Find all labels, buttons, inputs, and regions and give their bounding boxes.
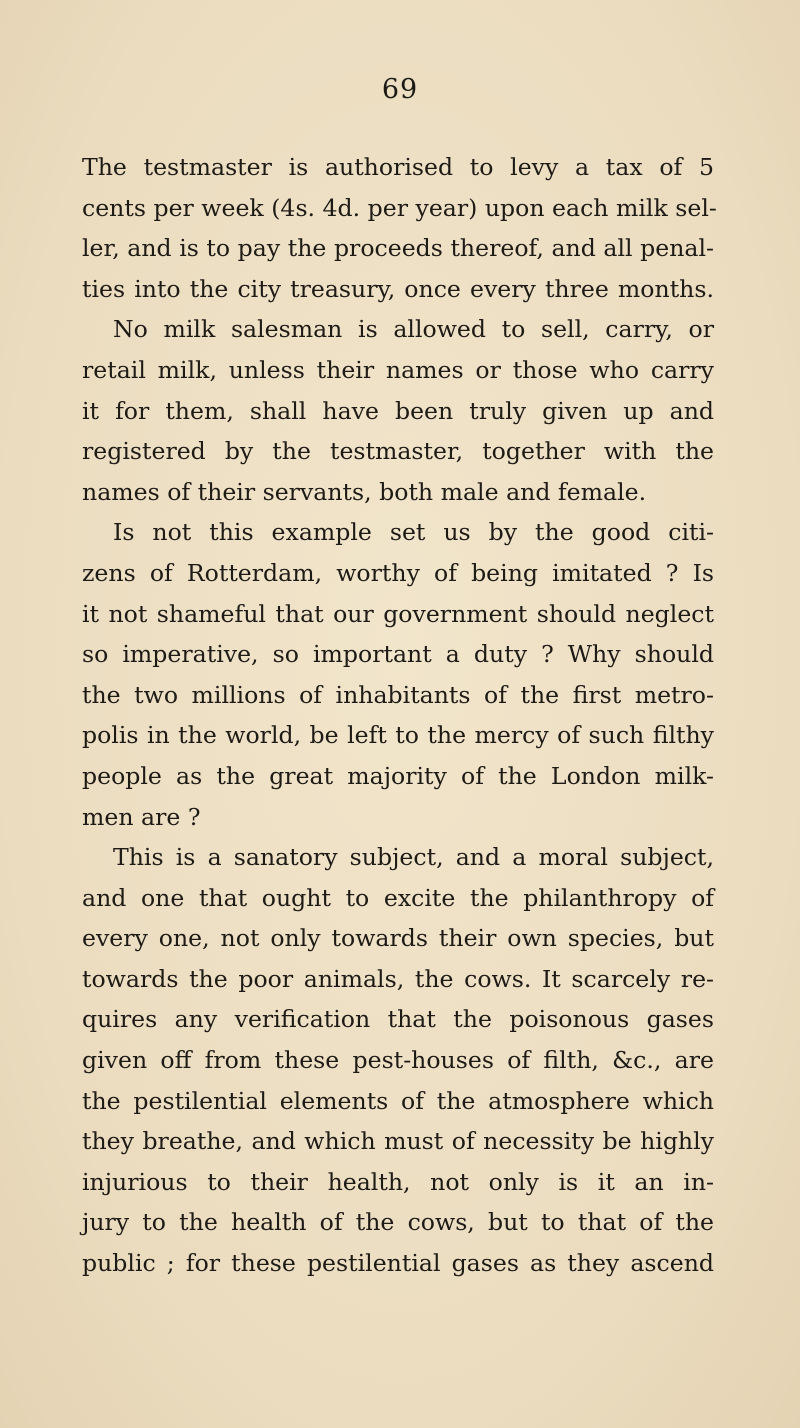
text-line: injurious to their health, not only is it an in-	[82, 1167, 714, 1196]
text-line: jury to the health of the cows, but to that of the	[82, 1208, 714, 1237]
text-line: This is a sanatory subject, and a moral subject,	[113, 843, 714, 872]
text-line: it not shameful that our government should neglect	[82, 599, 714, 628]
text-line: and one that ought to excite the philanthropy of	[82, 883, 714, 912]
text-line: so imperative, so important a duty ? Why should	[82, 640, 714, 669]
body-text	[82, 147, 717, 1284]
text-line: ler, and is to pay the proceeds thereof, and all penal-	[82, 234, 714, 263]
text-line: quires any verification that the poisonous gases	[82, 1005, 714, 1034]
text-line: cents per week (4s. 4d. per year) upon each milk sel-	[82, 193, 717, 222]
text-line: given off from these pest-houses of filth, &c., are	[82, 1046, 714, 1075]
text-line: they breathe, and which must of necessity be highly	[82, 1127, 714, 1156]
text-line: it for them, shall have been truly given up and	[82, 396, 714, 425]
text-line: names of their servants, both male and female.	[82, 477, 647, 506]
text-line: the pestilential elements of the atmosphere which	[82, 1086, 714, 1115]
text-line: men are ?	[82, 802, 201, 831]
text-line: the two millions of inhabitants of the first metro-	[82, 680, 714, 709]
text-line: retail milk, unless their names or those who carry	[82, 355, 714, 384]
text-line: public ; for these pestilential gases as they ascend	[82, 1249, 714, 1278]
text-line: polis in the world, be left to the mercy of such filthy	[82, 721, 714, 750]
text-line: towards the poor animals, the cows. It scarcely re-	[82, 964, 714, 993]
text-line: people as the great majority of the London milk-	[82, 761, 714, 790]
text-line: The testmaster is authorised to levy a tax of 5	[82, 153, 714, 181]
text-line: registered by the testmaster, together with the	[82, 437, 714, 466]
text-line: Is not this example set us by the good citi-	[113, 518, 714, 547]
page-number: 69	[381, 74, 419, 105]
text-line: every one, not only towards their own species, but	[82, 924, 714, 953]
text-line: zens of Rotterdam, worthy of being imitated ? Is	[82, 558, 714, 587]
text-line: No milk salesman is allowed to sell, carry, or	[113, 315, 714, 344]
text-line: ties into the city treasury, once every three months.	[82, 274, 714, 303]
